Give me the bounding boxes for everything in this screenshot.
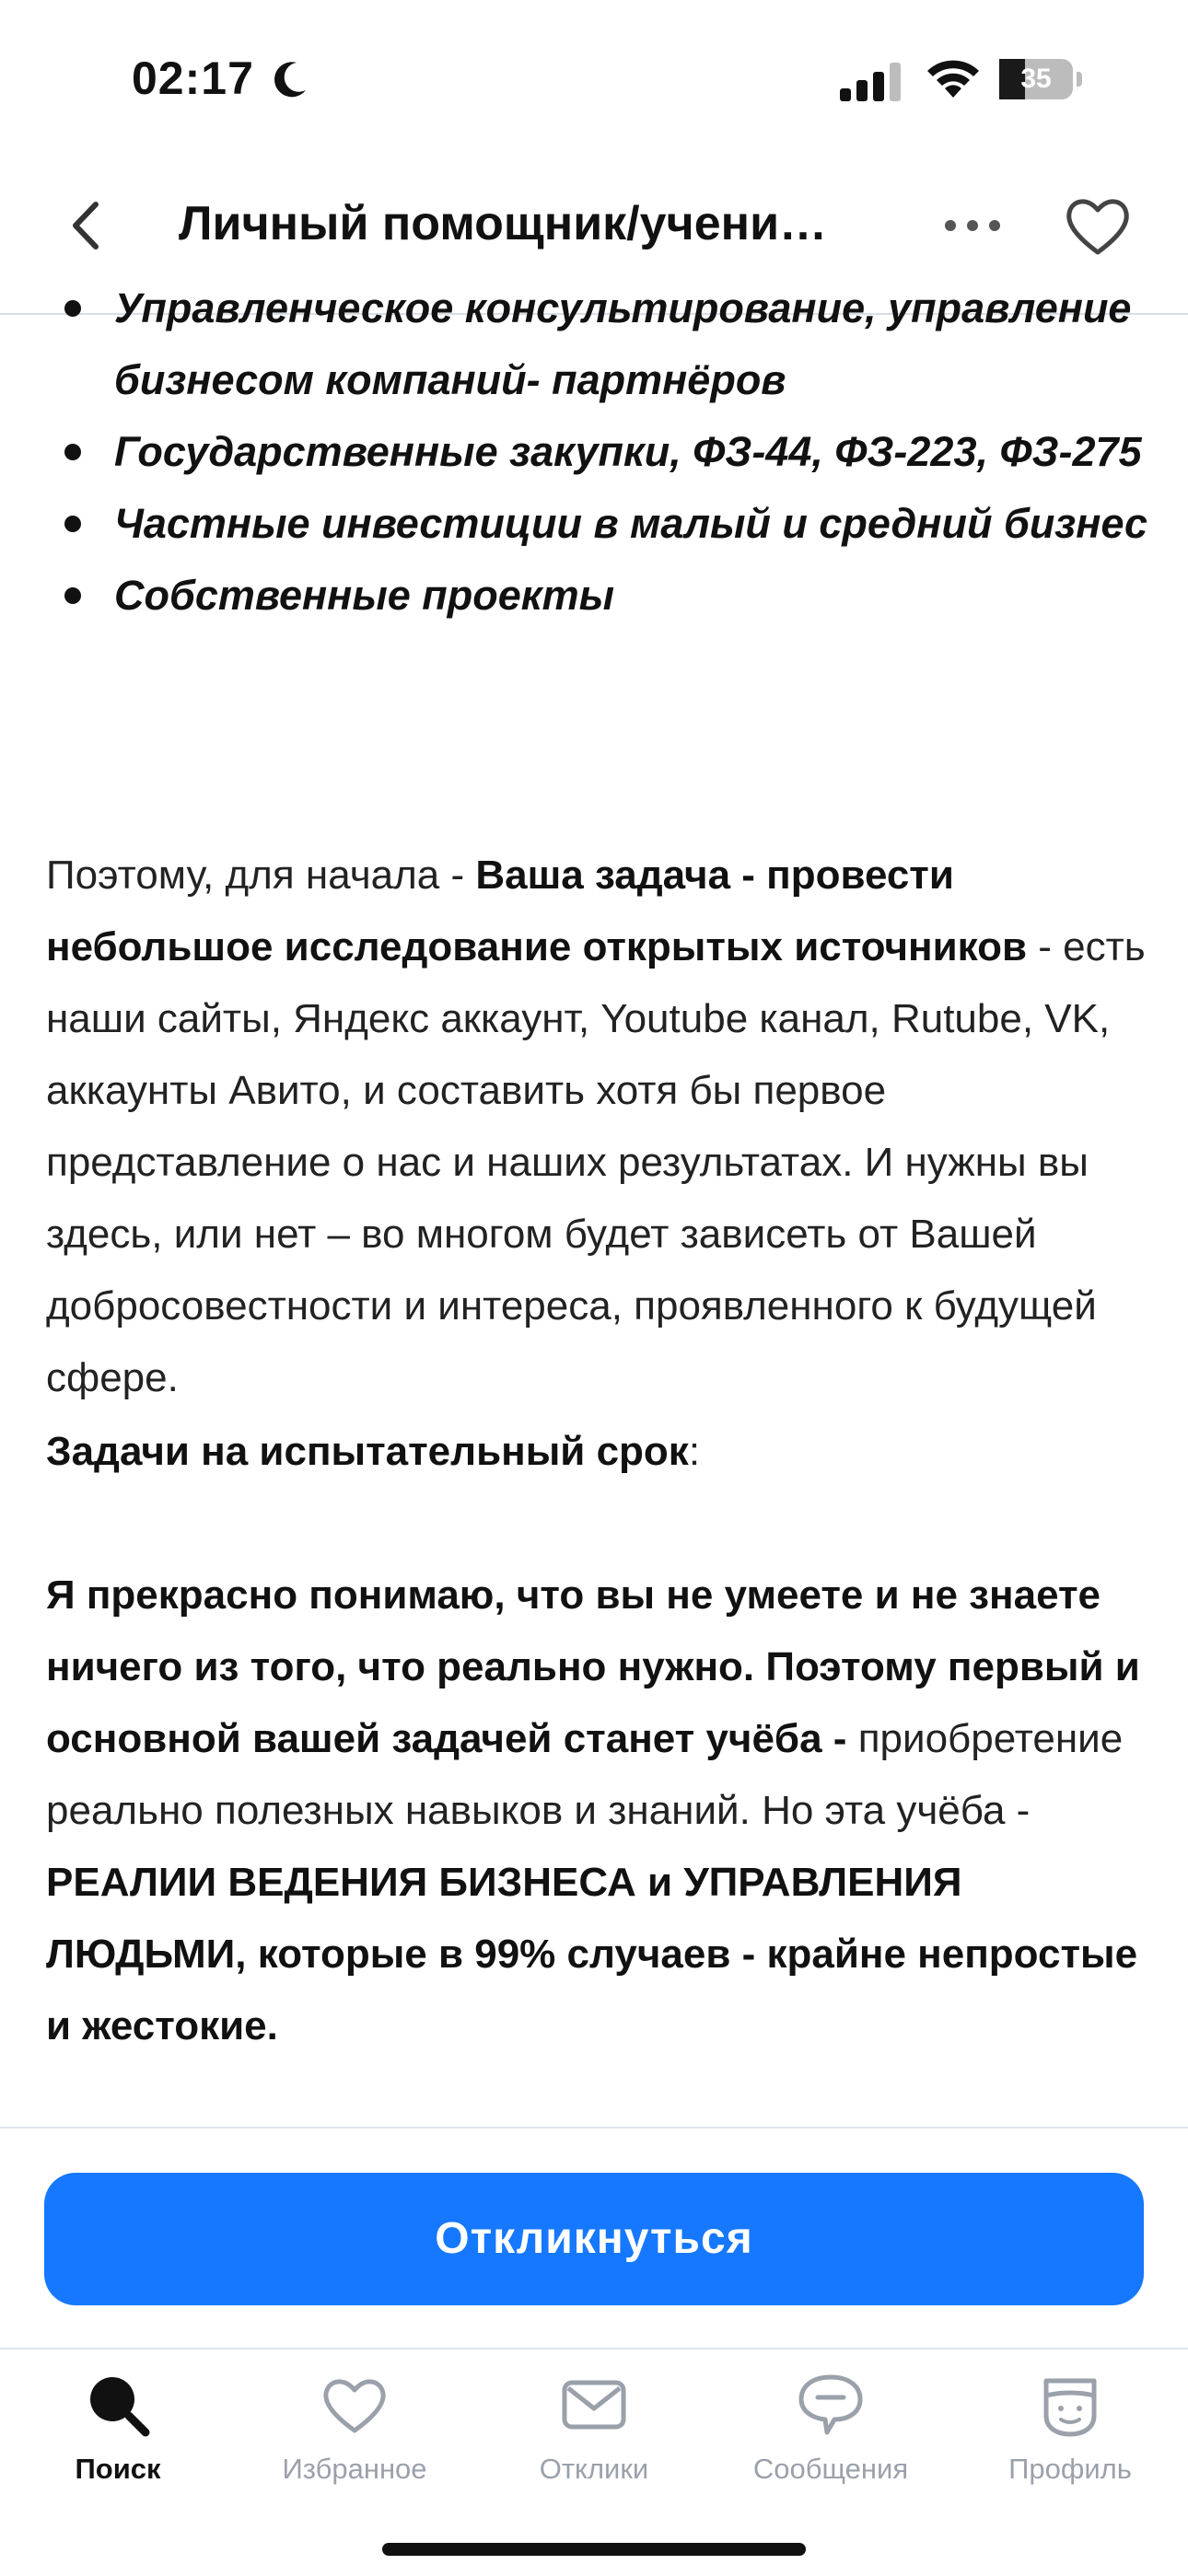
wifi-icon [925, 57, 982, 99]
vacancy-description [0, 284, 1188, 2127]
status-bar [0, 0, 1188, 157]
list-item [0, 273, 1188, 416]
tab-label: Отклики [539, 2453, 649, 2485]
list-item [0, 416, 1188, 488]
tab-profile[interactable] [960, 2368, 1181, 2515]
text: - есть наши сайты, Яндекс аккаунт, Youtube канал, Rutube, VK, аккаунты Авито, и составить хотя бы первое представление о нас и наших результатах. И нужны вы здесь, или нет – во многом будет зависеть от Вашей добросовестности и интереса, проявленного к будущей сфере. [46, 924, 1146, 1400]
text: Поэтому, для начала - [46, 853, 476, 898]
bold-text: Задачи на испытательный срок [46, 1429, 689, 1474]
home-indicator[interactable] [382, 2543, 806, 2556]
page-title: Личный помощник/учени… [179, 197, 828, 250]
tab-favorites[interactable] [244, 2368, 465, 2515]
bullet-list [0, 273, 1188, 632]
back-chevron-icon[interactable] [55, 184, 120, 267]
respond-button[interactable]: Откликнуться [44, 2173, 1144, 2305]
list-item [0, 488, 1188, 560]
list-item-text: Частные инвестиции в малый и средний бизнес [114, 500, 1148, 547]
tab-label: Избранное [282, 2453, 427, 2485]
paragraph-research-task [46, 840, 1151, 1414]
text: приобретение реально полезных навыков и знаний. Но эта учёба - [46, 1716, 1124, 1833]
tab-messages[interactable] [720, 2368, 941, 2515]
tab-search[interactable] [7, 2368, 228, 2515]
battery-indicator [999, 59, 1082, 99]
status-time: 02:17 [132, 52, 254, 104]
chat-bubble-icon [794, 2368, 868, 2442]
tab-label: Поиск [75, 2453, 161, 2485]
text: : [688, 1429, 701, 1474]
favorite-heart-icon[interactable] [1061, 184, 1135, 267]
list-item-text: Управленческое консультирование, управление бизнесом компаний- партнёров [114, 284, 1132, 403]
envelope-icon [557, 2368, 631, 2442]
bold-text: РЕАЛИИ ВЕДЕНИЯ БИЗНЕСА и УПРАВЛЕНИЯ ЛЮДЬМИ, которые в 99% случаев - крайне непростые и жестокие. [46, 1860, 1138, 2048]
more-options-icon[interactable] [939, 193, 1006, 258]
tab-label: Профиль [1008, 2453, 1132, 2485]
profile-face-icon [1033, 2368, 1107, 2442]
moon-icon [269, 59, 309, 99]
cellular-signal-icon [840, 63, 903, 101]
list-item-text: Собственные проекты [114, 572, 615, 619]
bottom-tab-bar [0, 2348, 1188, 2576]
paragraph-learning [46, 1560, 1151, 2062]
heart-icon [318, 2368, 391, 2442]
cta-area [0, 2127, 1188, 2350]
tab-label: Сообщения [752, 2453, 909, 2485]
list-item [0, 560, 1188, 632]
list-item-text: Государственные закупки, ФЗ-44, ФЗ-223, ФЗ-275 [114, 428, 1142, 475]
bold-text: Я прекрасно понимаю, что вы не умеете и не знаете ничего из того, что реально нужно. Поэтому первый и основной вашей задачей станет учёба - [46, 1572, 1140, 1761]
tab-responses[interactable] [483, 2368, 705, 2515]
paragraph-probation-heading [46, 1416, 1151, 1488]
bold-text: Ваша задача - провести небольшое исследование открытых источников [46, 853, 1028, 969]
search-icon [81, 2368, 155, 2442]
battery-percent: 35 [1020, 64, 1052, 94]
